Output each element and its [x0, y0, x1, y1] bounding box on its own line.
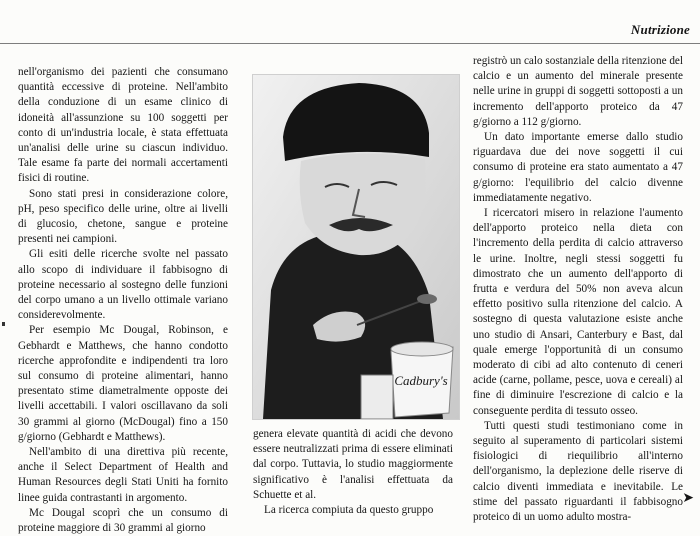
- paragraph: I ricercatori misero in relazione l'aumento dell'apporto proteico nella dieta con l'incremento della perdita di calcio attraverso le urine. Inoltre, negli stessi soggetti fu dimostrato che un aumento dell'apporto di frutta e verdura del 50% non aveva alcun effetto positivo sulla ritenzione del calcio. A sostegno di questa valutazione esiste anche uno studio di Ansari, Canterbury e Bast, dal quale emerge l'opportunità di un consumo moderato di cibi ad alto contenuto di ceneri acide (carne, pollame, pesce, uova e cereali) al fine di diminuire l'escrezione di calcio e la conseguente perdita di tessuto osseo.: [473, 207, 683, 417]
- paragraph: Nell'ambito di una direttiva più recente, anche il Select Department of Health and Human Resources degli Stati Uniti ha fornito linee guida contrastanti in argomento.: [18, 446, 228, 504]
- paragraph: Un dato importante emerse dallo studio riguardava due dei nove soggetti il cui consumo di proteine era stato aumentato a 47 g/giorno: l'equilibrio del calcio divenne immediatamente negativo.: [473, 131, 683, 204]
- paragraph: Tutti questi studi testimoniano come in seguito al superamento di particolari sistemi fisiologici di riequilibrio all'interno dell'organismo, la deplezione delle riserve di calcio diventi immediata e inevitabile. Le stime del passato riguardanti il fabbisogno proteico di un uomo adulto mostra-: [473, 419, 683, 524]
- illustration-photo: [252, 74, 460, 420]
- section-title: Nutrizione: [630, 22, 690, 37]
- paragraph: nell'organismo dei pazienti che consumano quantità eccessive di proteine. Nell'ambito della conduzione di un esame clinico di idoneità all'assunzione su 100 soggetti per conto di un'industria locale, è stata effettuata un'analisi delle urine su ciascun individuo. Tale esame fa parte dei normali accertamenti fisici di routine.: [18, 66, 228, 185]
- man-with-spoon-illustration: [253, 75, 459, 419]
- paragraph: Gli esiti delle ricerche svolte nel passato allo scopo di individuare il fabbisogno di proteine necessario al sostegno delle funzioni del corpo umano a un livello ottimale variano considerevolmente.: [18, 248, 228, 322]
- paragraph: Per esempio Mc Dougal, Robinson, e Gebhardt e Matthews, che hanno condotto ricerche approfondite e indipendenti tra loro sul consumo di proteine alimentari, hanno presentato stime diametralmente opposte dei livelli accettabili. I valori oscillavano da soli 30 grammi al giorno (McDougal) fino a 150 g/giorno (Gebhardt e Matthews).: [18, 324, 228, 443]
- paragraph: genera elevate quantità di acidi che devono essere neutralizzati prima di essere eliminati dal corpo. Tuttavia, lo studio maggiormente significativo è l'analisi effettuata da Schuette et al.: [253, 428, 453, 501]
- margin-mark: [2, 322, 5, 326]
- continue-arrow-icon: ➤: [682, 491, 694, 506]
- paragraph: La ricerca compiuta da questo gruppo: [264, 504, 434, 517]
- text-column-3: [473, 54, 683, 525]
- paragraph: registrò un calo sostanziale della ritenzione del calcio e un aumento del minerale presente nelle urine in gruppi di soggetti sottoposti a un incremento dell'apporto proteico da 47 g/giorno a 112 g/giorno.: [473, 55, 683, 128]
- text-column-1: [18, 65, 228, 536]
- paragraph: Sono stati presi in considerazione colore, pH, peso specifico delle urine, oltre ai livelli di glucosio, chetone, sangue e proteine presenti nei campioni.: [18, 187, 228, 246]
- paragraph: Mc Dougal scoprì che un consumo di proteine maggiore di 30 grammi al giorno: [18, 506, 228, 535]
- header-rule: [0, 43, 700, 44]
- cup-brand-label: Cadbury's: [394, 373, 448, 388]
- text-column-2: [253, 427, 453, 518]
